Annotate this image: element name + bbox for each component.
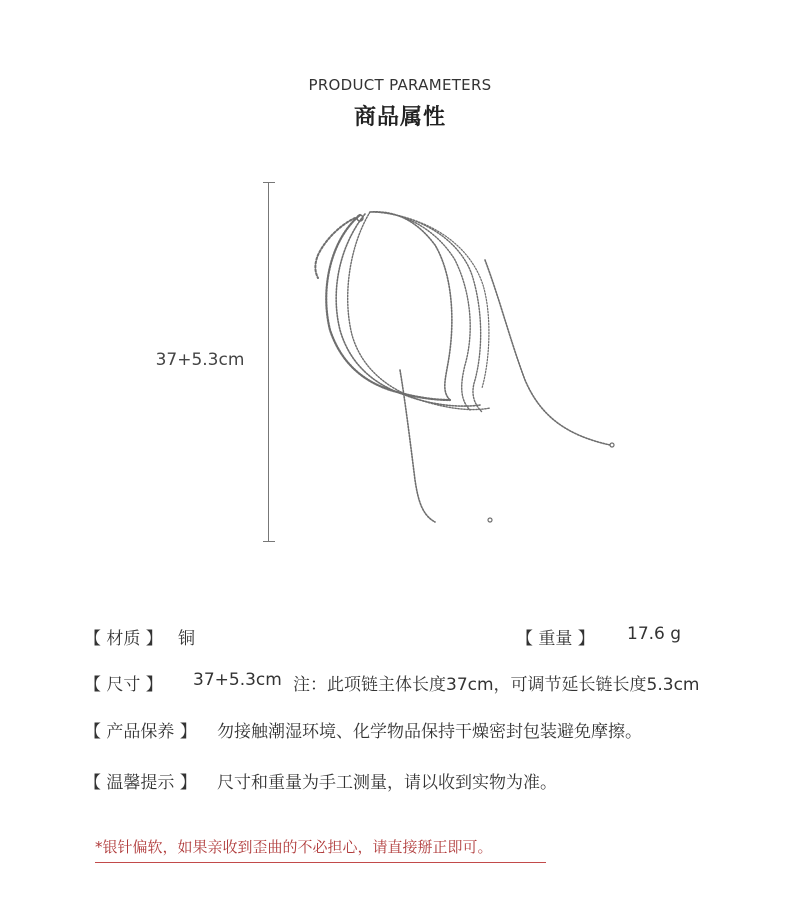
weight-label: 【 重量 】 xyxy=(516,629,595,649)
notice-text: *银针偏软，如果亲收到歪曲的不必担心，请直接掰正即可。 xyxy=(95,838,493,856)
necklace-image xyxy=(300,200,630,540)
care-value: 勿接触潮湿环境、化学物品保持干燥密封包装避免摩擦。 xyxy=(217,722,642,742)
dimension-label: 37+5.3cm xyxy=(155,350,245,370)
weight-value: 17.6 g xyxy=(627,624,682,644)
notice-underline xyxy=(95,862,546,863)
material-label: 【 材质 】 xyxy=(84,629,163,649)
size-label: 【 尺寸 】 xyxy=(84,675,163,695)
care-label: 【 产品保养 】 xyxy=(84,722,197,742)
row-size xyxy=(0,670,800,694)
tips-label: 【 温馨提示 】 xyxy=(84,773,197,793)
tips-value: 尺寸和重量为手工测量，请以收到实物为准。 xyxy=(217,773,557,793)
header-title-zh: 商品属性 xyxy=(353,105,446,130)
row-material-weight xyxy=(0,624,800,648)
size-value: 37+5.3cm xyxy=(193,670,282,690)
size-note: 注：此项链主体长度37cm，可调节延长链长度5.3cm xyxy=(293,675,700,695)
dimension-cap-top xyxy=(263,182,275,183)
row-care xyxy=(0,717,800,741)
material-value: 铜 xyxy=(178,629,195,649)
dimension-line xyxy=(268,182,269,541)
dimension-cap-bottom xyxy=(263,541,275,542)
header-title-en: PRODUCT PARAMETERS xyxy=(308,76,492,94)
row-tips xyxy=(0,768,800,792)
